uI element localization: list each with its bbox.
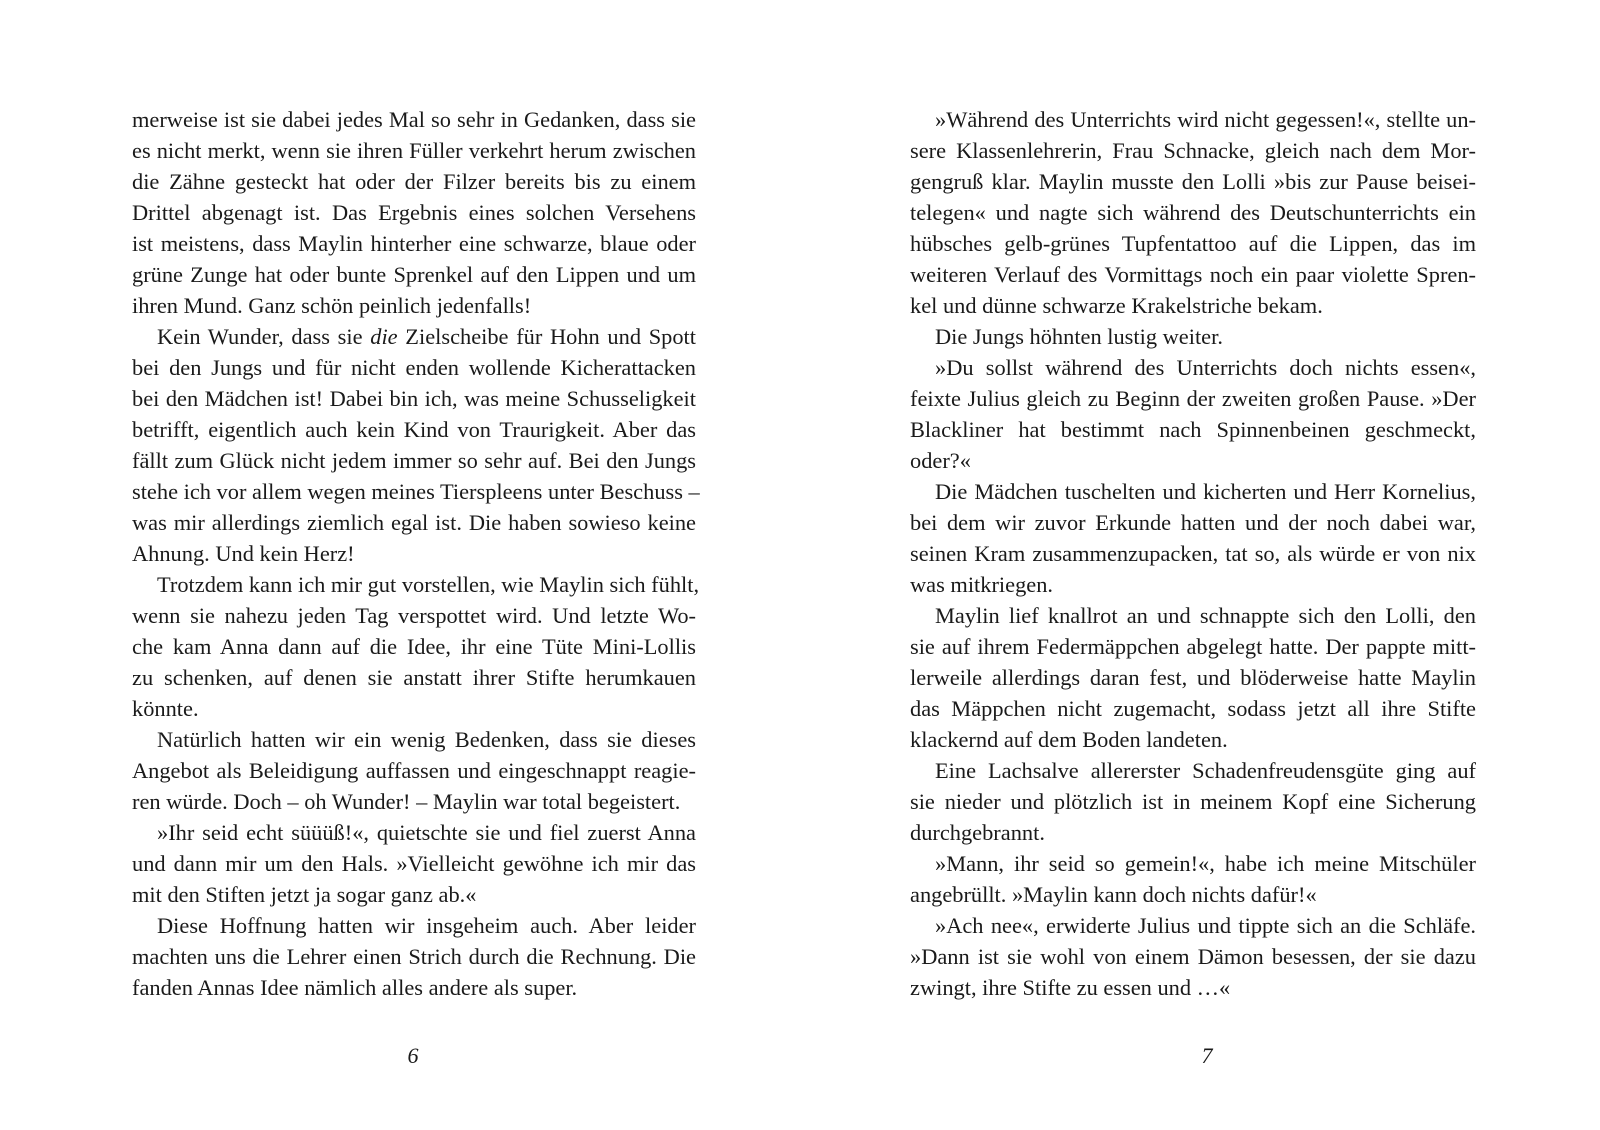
text-line: sie auf ihrem Federmäppchen abgelegt hatte. Der pappte mitt- — [910, 634, 1476, 659]
text-line: machten uns die Lehrer einen Strich durch die Rechnung. Die — [132, 944, 696, 969]
text-line: es nicht merkt, wenn sie ihren Füller verkehrt herum zwischen — [132, 138, 696, 163]
text-line: »Mann, ihr seid so gemein!«, habe ich meine Mitschüler — [935, 851, 1476, 876]
right-page — [910, 104, 1476, 1003]
text-line: grüne Zunge hat oder bunte Sprenkel auf den Lippen und um — [132, 262, 696, 287]
text-line: merweise ist sie dabei jedes Mal so sehr in Gedanken, dass sie — [132, 107, 696, 132]
text-line: fanden Annas Idee nämlich alles andere als super. — [132, 975, 578, 1000]
text-line: durchgebrannt. — [910, 820, 1045, 845]
text-line: bei den Jungs und für nicht enden wollende Kicherattacken — [132, 355, 696, 380]
right-page-text — [910, 104, 1476, 1003]
text-line: Ahnung. Und kein Herz! — [132, 541, 355, 566]
text-line: Maylin lief knallrot an und schnappte sich den Lolli, den — [935, 603, 1476, 628]
text-line: ren würde. Doch – oh Wunder! – Maylin war total begeistert. — [132, 789, 681, 814]
text-line: sere Klassenlehrerin, Frau Schnacke, gleich nach dem Mor- — [910, 138, 1476, 163]
text-line: ihren Mund. Ganz schön peinlich jedenfalls! — [132, 293, 532, 318]
text-line: Kein Wunder, dass sie die Zielscheibe für Hohn und Spott — [157, 324, 696, 349]
text-line: klackernd auf dem Boden landeten. — [910, 727, 1228, 752]
text-line: weiteren Verlauf des Vormittags noch ein paar violette Spren- — [910, 262, 1476, 287]
text-line: Drittel abgenagt ist. Das Ergebnis eines solchen Versehens — [132, 200, 696, 225]
text-line: »Ihr seid echt süüüß!«, quietschte sie und fiel zuerst Anna — [157, 820, 696, 845]
text-line: stehe ich vor allem wegen meines Tierspleens unter Beschuss – — [132, 479, 700, 504]
text-line: fällt zum Glück nicht jedem immer so sehr auf. Bei den Jungs — [132, 448, 696, 473]
text-line: lerweile allerdings daran fest, und blöderweise hatte Maylin — [910, 665, 1476, 690]
text-line: Natürlich hatten wir ein wenig Bedenken, dass sie dieses — [157, 727, 696, 752]
text-line: Die Jungs höhnten lustig weiter. — [935, 324, 1223, 349]
text-line: bei dem wir zuvor Erkunde hatten und der noch dabei war, — [910, 510, 1476, 535]
text-line: könnte. — [132, 696, 199, 721]
text-line: »Dann ist sie wohl von einem Dämon besessen, der sie dazu — [910, 944, 1476, 969]
text-line: sie nieder und plötzlich ist in meinem Kopf eine Sicherung — [910, 789, 1476, 814]
text-line: was mir allerdings ziemlich egal ist. Die haben sowieso keine — [132, 510, 696, 535]
emphasis: die — [370, 324, 398, 349]
left-page-number: 6 — [407, 1043, 419, 1068]
text-line: mit den Stiften jetzt ja sogar ganz ab.« — [132, 882, 477, 907]
text-line: telegen« und nagte sich während des Deutschunterrichts ein — [910, 200, 1476, 225]
text-line: gengruß klar. Maylin musste den Lolli »bis zur Pause beisei- — [910, 169, 1476, 194]
text-line: che kam Anna dann auf die Idee, ihr eine Tüte Mini-Lollis — [132, 634, 696, 659]
right-page-number: 7 — [1201, 1043, 1213, 1068]
text-line: und dann mir um den Hals. »Vielleicht gewöhne ich mir das — [132, 851, 696, 876]
left-page — [132, 104, 700, 1003]
text-line: Blackliner hat bestimmt nach Spinnenbeinen geschmeckt, — [910, 417, 1476, 442]
text-line: wenn sie nahezu jeden Tag verspottet wird. Und letzte Wo- — [132, 603, 696, 628]
left-page-text — [132, 104, 700, 1003]
text-line: Diese Hoffnung hatten wir insgeheim auch. Aber leider — [157, 913, 696, 938]
text-line: »Ach nee«, erwiderte Julius und tippte sich an die Schläfe. — [935, 913, 1476, 938]
text-line: Angebot als Beleidigung auffassen und eingeschnappt reagie- — [132, 758, 696, 783]
text-line: das Mäppchen nicht zugemacht, sodass jetzt all ihre Stifte — [910, 696, 1476, 721]
text-line: ist meistens, dass Maylin hinterher eine schwarze, blaue oder — [132, 231, 696, 256]
text-line: Eine Lachsalve allererster Schadenfreudensgüte ging auf — [935, 758, 1476, 783]
text-line: »Während des Unterrichts wird nicht gegessen!«, stellte un- — [935, 107, 1476, 132]
text-line: oder?« — [910, 448, 971, 473]
text-line: feixte Julius gleich zu Beginn der zweiten großen Pause. »Der — [910, 386, 1476, 411]
text-line: kel und dünne schwarze Krakelstriche bekam. — [910, 293, 1323, 318]
text-line: hübsches gelb-grünes Tupfentattoo auf die Lippen, das im — [910, 231, 1476, 256]
text-line: zu schenken, auf denen sie anstatt ihrer Stifte herumkauen — [132, 665, 696, 690]
text-line: bei den Mädchen ist! Dabei bin ich, was meine Schusseligkeit — [132, 386, 696, 411]
text-line: seinen Kram zusammenzupacken, tat so, als würde er von nix — [910, 541, 1476, 566]
text-line: angebrüllt. »Maylin kann doch nichts dafür!« — [910, 882, 1317, 907]
text-line: Trotzdem kann ich mir gut vorstellen, wie Maylin sich fühlt, — [157, 572, 700, 597]
text-line: die Zähne gesteckt hat oder der Filzer bereits bis zu einem — [132, 169, 696, 194]
text-line: Die Mädchen tuschelten und kicherten und Herr Kornelius, — [935, 479, 1476, 504]
text-line: betrifft, eigentlich auch kein Kind von Traurigkeit. Aber das — [132, 417, 696, 442]
text-line: was mitkriegen. — [910, 572, 1054, 597]
text-line: »Du sollst während des Unterrichts doch nichts essen«, — [935, 355, 1476, 380]
text-line: zwingt, ihre Stifte zu essen und …« — [910, 975, 1231, 1000]
